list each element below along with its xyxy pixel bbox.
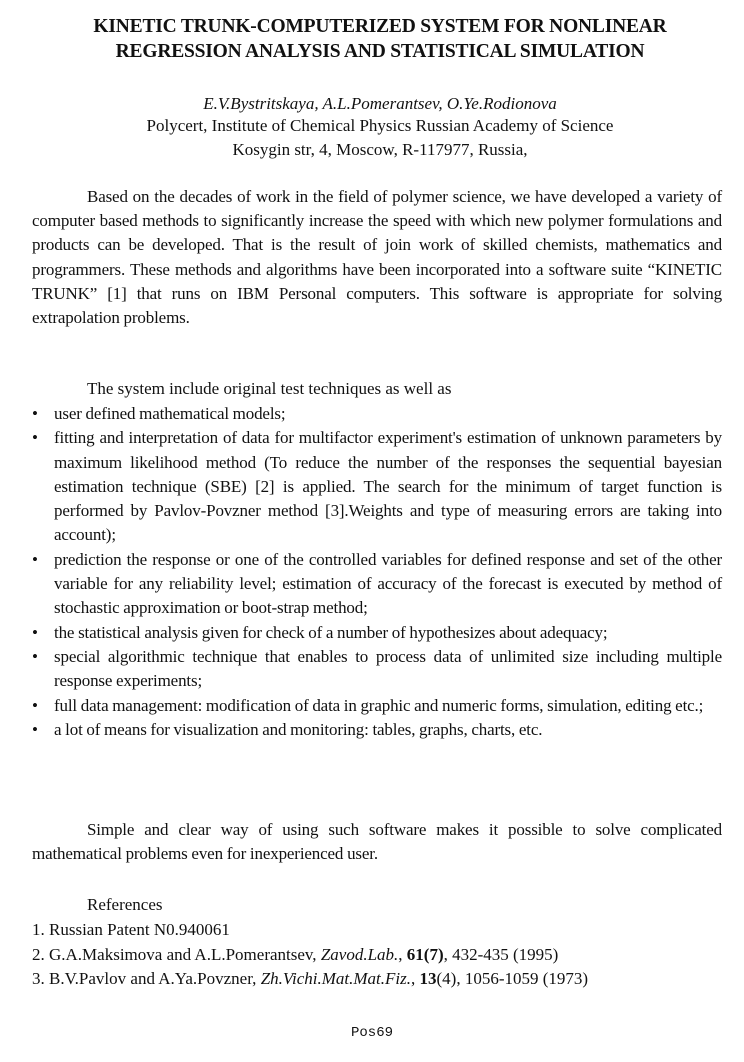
paper-title-line-2: REGRESSION ANALYSIS AND STATISTICAL SIMULATION [115, 41, 645, 62]
feature-list-item: • fitting and interpretation of data for multifactor experiment's estimation of unknown parameters by maximum likelihood method (To reduce the number of the responses the sequential bayesian estimation technique (SBE) [2] is applied. The search for the minimum of target function is performed by Pavlov-Povzner method [3].Weights and type of measuring errors are taking into account); [32, 426, 722, 547]
reference-issue: (7) [423, 944, 444, 964]
feature-list-item: • the statistical analysis given for check of a number of hypothesizes about adequacy; [32, 621, 722, 645]
reference-number: 1. [32, 920, 45, 939]
reference-issue: (4) [436, 969, 457, 988]
reference-item [32, 943, 732, 968]
reference-item [32, 967, 732, 992]
reference-list [32, 918, 732, 992]
reference-authors: G.A.Maksimova and A.L.Pomerantsev, [49, 944, 317, 964]
page-code: Pos69 [350, 1025, 393, 1041]
reference-journal: Zavod.Lab. [320, 944, 399, 964]
reference-number: 3. [32, 969, 45, 988]
feature-list-item: • a lot of means for visualization and monitoring: tables, graphs, charts, etc. [32, 718, 722, 742]
author-list: E.V.Bystritskaya, A.L.Pomerantsev, O.Ye.Rodionova [203, 94, 557, 113]
feature-list-item: • prediction the response or one of the controlled variables for defined response and set of the other variable for any reliability level; estimation of accuracy of the forecast is executed by method of stochastic approximation or boot-strap method; [32, 548, 722, 621]
reference-pages: , 1056-1059 (1973) [456, 969, 589, 988]
reference-number: 2. [32, 944, 45, 964]
feature-list-item: • special algorithmic technique that enables to process data of unlimited size including multiple response experiments; [32, 645, 722, 694]
reference-pages: , 432-435 (1995) [443, 944, 559, 964]
features-intro: The system include original test techniques as well as [87, 379, 452, 398]
affiliation-line-2: Kosygin str, 4, Moscow, R-117977, Russia, [232, 140, 528, 159]
closing-paragraph: Simple and clear way of using such software makes it possible to solve complicated mathematical problems even for inexperienced user. [32, 820, 722, 864]
feature-list-item: • full data management: modification of data in graphic and numeric forms, simulation, editing etc.; [32, 694, 722, 718]
feature-list [32, 402, 722, 742]
reference-separator: , [398, 944, 407, 964]
reference-text: Russian Patent N0.940061 [49, 920, 230, 939]
reference-volume: 61 [406, 944, 424, 964]
feature-list-item: • user defined mathematical models; [32, 402, 722, 426]
reference-journal: Zh.Vichi.Mat.Mat.Fiz. [260, 969, 411, 988]
paper-title-line-1: KINETIC TRUNK-COMPUTERIZED SYSTEM FOR NONLINEAR [93, 16, 667, 37]
reference-item [32, 918, 732, 943]
references-heading: References [87, 895, 163, 914]
abstract-paragraph: Based on the decades of work in the field of polymer science, we have developed a variety of computer based methods to significantly increase the speed with which new polymer formulations and products can be developed. That is the result of join work of skilled chemists, mathematics and programmers. These methods and algorithms have been incorporated into a software suite “KINETIC TRUNK” [1] that runs on IBM Personal computers. This software is appropriate for solving extrapolation problems. [32, 187, 722, 328]
reference-authors: B.V.Pavlov and A.Ya.Povzner, [49, 969, 257, 988]
reference-separator: , [411, 969, 420, 988]
affiliation-line-1: Polycert, Institute of Chemical Physics Russian Academy of Science [146, 116, 614, 135]
reference-volume: 13 [419, 969, 437, 988]
